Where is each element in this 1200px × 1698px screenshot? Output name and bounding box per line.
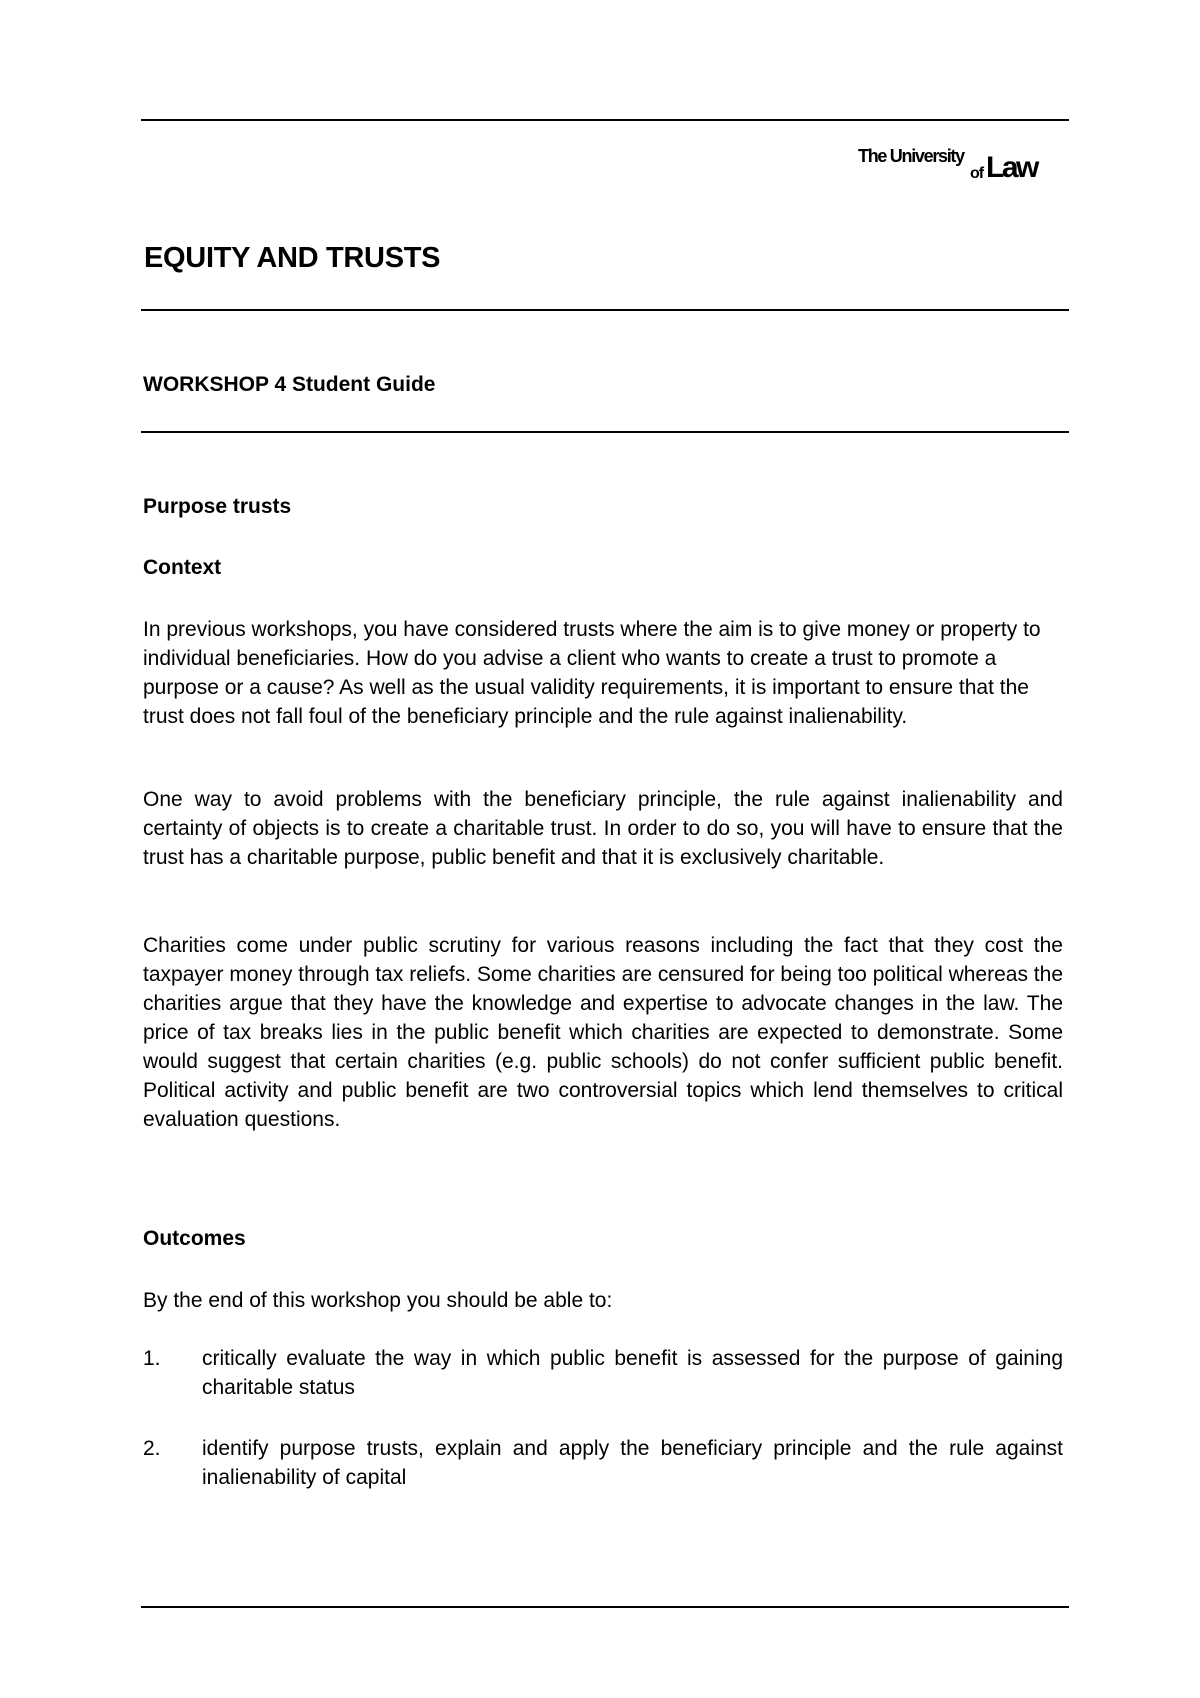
title-divider [141,309,1069,311]
outcome-item-2 [143,1434,1063,1492]
section-heading-outcomes: Outcomes [143,1227,246,1250]
context-paragraph-2: One way to avoid problems with the beneficiary principle, the rule against inalienability and certainty of objects is to create a charitable trust. In order to do so, you will have to ensure that the trust has a charitable purpose, public benefit and that it is exclusively charitable. [143,788,1063,869]
outcome-item-number: 2. [143,1437,161,1460]
logo-of: of [970,165,984,182]
section-heading-purpose-trusts: Purpose trusts [143,495,292,518]
logo-law: Law [986,151,1037,184]
outcome-item-1 [143,1344,1063,1402]
top-divider [141,119,1069,121]
subtitle-divider [141,431,1069,433]
section-heading-context: Context [143,556,222,579]
logo-line-1: The University [858,146,964,166]
outcome-item-text: critically evaluate the way in which public benefit is assessed for the purpose of gaining charitable status [202,1347,1063,1399]
outcome-item-text: identify purpose trusts, explain and apply the beneficiary principle and the rule against inalienability of capital [202,1437,1063,1489]
university-of-law-logo [858,144,1070,186]
outcomes-intro: By the end of this workshop you should be able to: [143,1289,613,1312]
context-paragraph-1: In previous workshops, you have considered trusts where the aim is to give money or property to individual beneficiaries. How do you advise a client who wants to create a trust to promote a purpose or a cause? As well as the usual validity requirements, it is important to ensure that the trust does not fall foul of the beneficiary principle and the rule against inalienability. [143,618,1041,728]
bottom-divider [141,1606,1069,1608]
document-title: EQUITY AND TRUSTS [144,242,441,274]
outcome-item-number: 1. [143,1347,161,1370]
document-subtitle: WORKSHOP 4 Student Guide [143,373,436,396]
context-paragraph-3: Charities come under public scrutiny for various reasons including the fact that they cost the taxpayer money through tax reliefs. Some charities are censured for being too political whereas the charities argue that they have the knowledge and expertise to advocate changes in the law. The price of tax breaks lies in the public benefit which charities are expected to demonstrate. Some would suggest that certain charities (e.g. public schools) do not confer sufficient public benefit. Political activity and public benefit are two controversial topics which lend themselves to critical evaluation questions. [143,934,1063,1131]
